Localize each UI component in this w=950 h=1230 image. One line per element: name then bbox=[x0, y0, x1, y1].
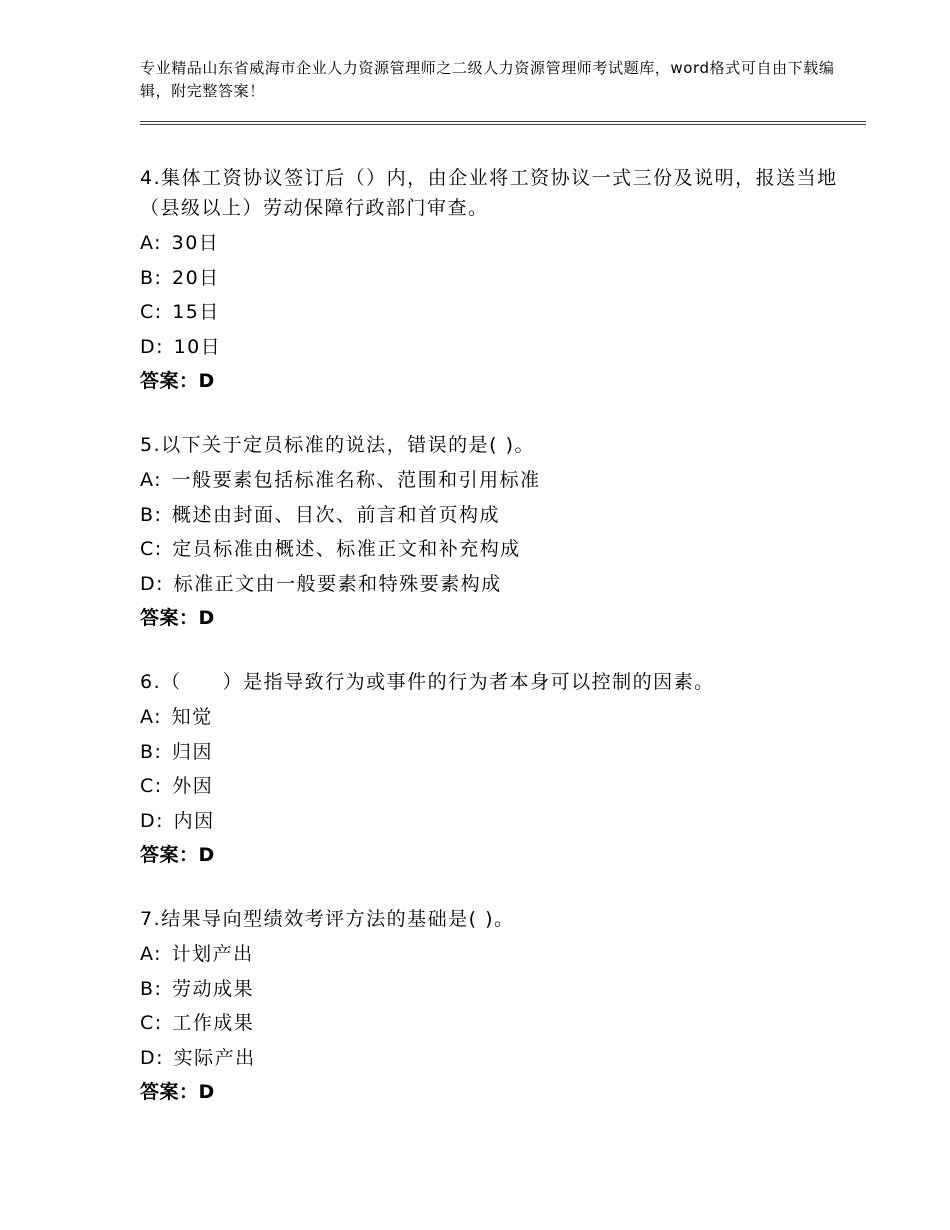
answer-label: 答案：D bbox=[140, 607, 215, 629]
header-divider-secondary bbox=[140, 124, 866, 125]
option-c bbox=[140, 769, 860, 804]
option-text: 外因 bbox=[172, 775, 214, 797]
option-d bbox=[140, 330, 860, 365]
option-b bbox=[140, 498, 860, 533]
option-c bbox=[140, 1006, 860, 1041]
page-title: 专业精品山东省威海市企业人力资源管理师之二级人力资源管理师考试题库，word格式可自由下载编辑，附完整答案！ bbox=[140, 59, 835, 100]
option-letter: D: bbox=[140, 572, 165, 595]
question-4 bbox=[140, 163, 860, 398]
answer-label: 答案：D bbox=[140, 844, 215, 866]
option-text: 工作成果 bbox=[172, 1012, 255, 1034]
question-stem: 6.（ ）是指导致行为或事件的行为者本身可以控制的因素。 bbox=[140, 671, 715, 693]
option-letter: A: bbox=[140, 706, 163, 728]
option-text: 概述由封面、目次、前言和首页构成 bbox=[171, 503, 500, 526]
option-letter: C: bbox=[140, 538, 163, 560]
option-text: 知觉 bbox=[171, 706, 213, 728]
option-a bbox=[140, 700, 860, 735]
option-letter: B: bbox=[140, 740, 163, 763]
option-letter: A: bbox=[140, 469, 163, 491]
question-7 bbox=[140, 904, 860, 1109]
option-c bbox=[140, 295, 860, 330]
option-letter: A: bbox=[140, 232, 163, 254]
option-letter: C: bbox=[140, 301, 163, 323]
option-a bbox=[140, 226, 860, 261]
option-letter: B: bbox=[140, 503, 163, 526]
option-c bbox=[140, 532, 860, 567]
option-letter: C: bbox=[140, 1012, 163, 1034]
option-text: 15日 bbox=[172, 301, 220, 323]
option-letter: D: bbox=[140, 335, 165, 358]
answer-label: 答案：D bbox=[140, 1081, 215, 1103]
option-text: 定员标准由概述、标准正文和补充构成 bbox=[172, 538, 521, 560]
option-text: 计划产出 bbox=[171, 943, 254, 965]
option-d bbox=[140, 567, 860, 602]
header-divider bbox=[140, 121, 866, 122]
question-stem: 7.结果导向型绩效考评方法的基础是( )。 bbox=[140, 908, 515, 930]
option-text: 内因 bbox=[173, 809, 215, 832]
option-a bbox=[140, 937, 860, 972]
option-d bbox=[140, 1041, 860, 1076]
option-letter: B: bbox=[140, 977, 163, 1000]
option-text: 10日 bbox=[173, 335, 222, 358]
option-b bbox=[140, 972, 860, 1007]
option-letter: D: bbox=[140, 809, 165, 832]
option-letter: D: bbox=[140, 1046, 165, 1069]
question-stem: 5.以下关于定员标准的说法，错误的是( )。 bbox=[140, 434, 535, 456]
question-6 bbox=[140, 667, 860, 872]
question-list bbox=[140, 163, 860, 1141]
question-5 bbox=[140, 430, 860, 635]
option-text: 标准正文由一般要素和特殊要素构成 bbox=[173, 572, 502, 595]
question-stem: 4.集体工资协议签订后（）内，由企业将工资协议一式三份及说明，报送当地（县级以上）劳动保障行政部门审查。 bbox=[140, 167, 838, 219]
option-letter: A: bbox=[140, 943, 163, 965]
option-text: 归因 bbox=[171, 740, 213, 763]
answer-label: 答案：D bbox=[140, 370, 215, 392]
option-text: 20日 bbox=[171, 266, 220, 289]
option-b bbox=[140, 261, 860, 296]
option-text: 劳动成果 bbox=[171, 977, 254, 1000]
option-text: 30日 bbox=[171, 232, 220, 254]
page-header bbox=[140, 57, 840, 103]
option-text: 一般要素包括标准名称、范围和引用标准 bbox=[171, 469, 541, 491]
option-text: 实际产出 bbox=[173, 1046, 256, 1069]
option-a bbox=[140, 463, 860, 498]
option-letter: B: bbox=[140, 266, 163, 289]
option-d bbox=[140, 804, 860, 839]
option-b bbox=[140, 735, 860, 770]
option-letter: C: bbox=[140, 775, 163, 797]
